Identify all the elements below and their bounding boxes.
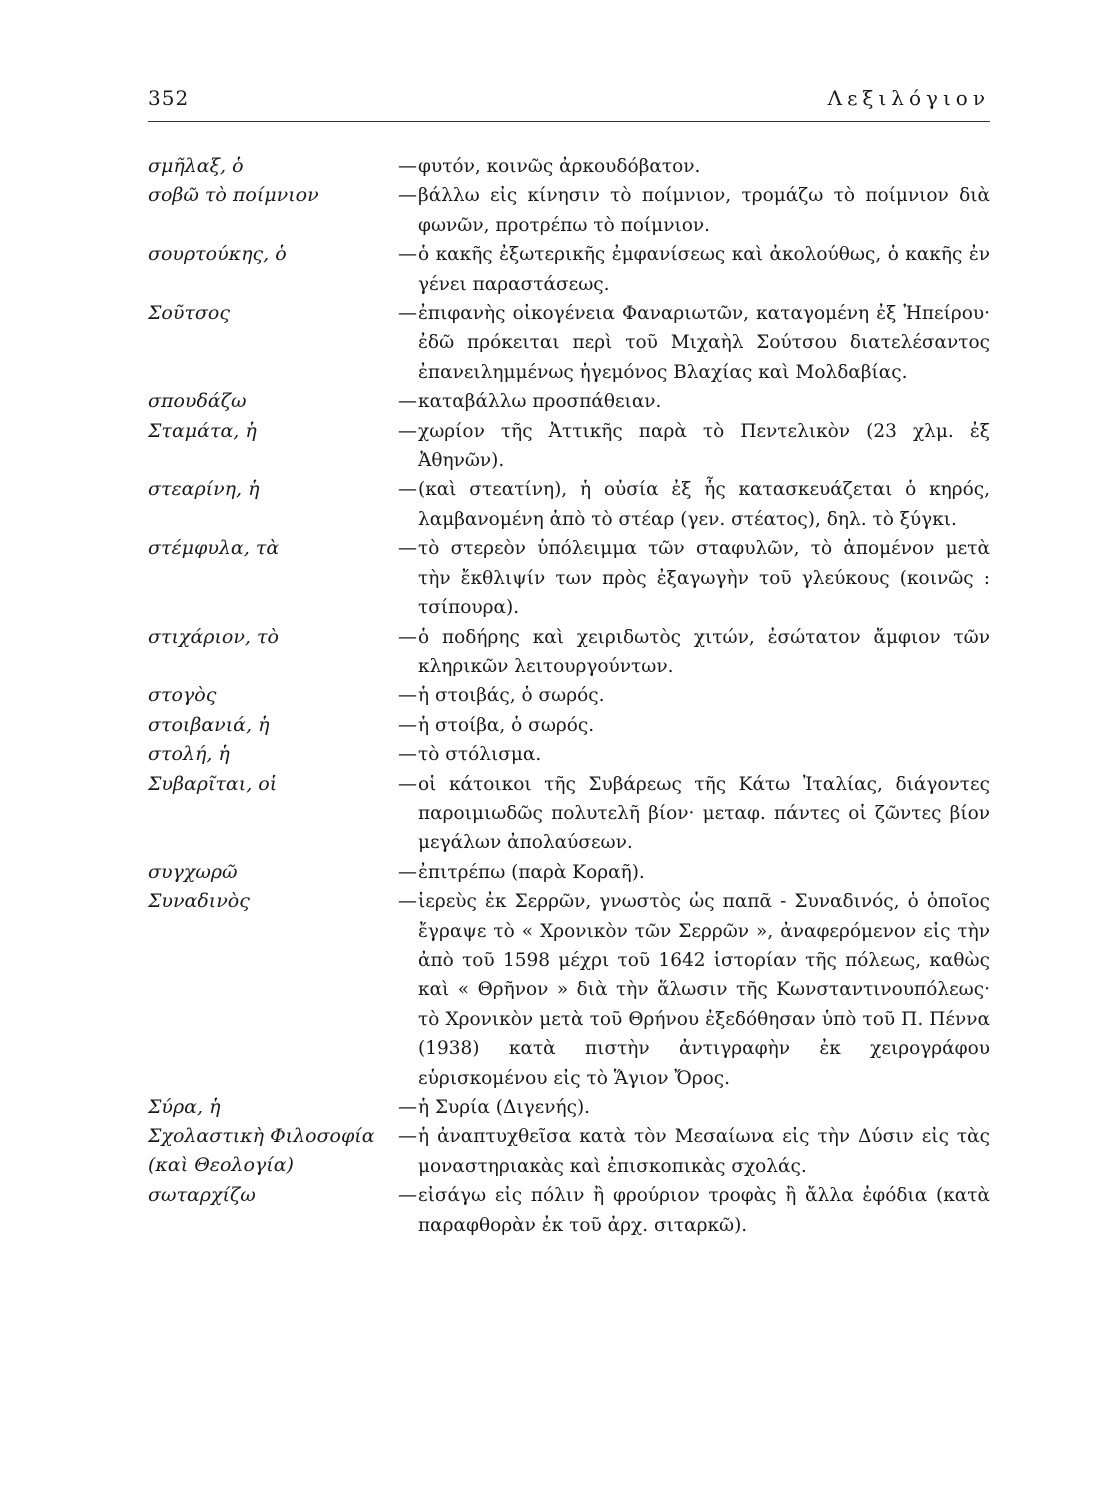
entry-term: στογὸς bbox=[148, 684, 217, 707]
entry-term: στεαρίνη, ἡ bbox=[148, 478, 260, 501]
glossary-entry bbox=[148, 240, 998, 299]
entry-term: σπουδάζω bbox=[148, 390, 247, 413]
running-title: Λεξιλόγιον bbox=[827, 86, 990, 110]
entry-definition: ἱερεὺς ἐκ Σερρῶν, γνωστὸς ὡς παπᾶ - Συναδινός, ὁ ὁποῖος ἔγραψε τὸ « Χρονικὸν τῶν Σερρῶν », ἀναφερόμενον εἰς τὴν ἀπὸ τοῦ 1598 μέχρι τοῦ 1642 ἱστορίαν τῆς πόλεως, καθὼς καὶ « Θρῆνον » διὰ τὴν ἅλωσιν τῆς Κωνσταντινουπόλεως· τὸ Χρονικὸν μετὰ τοῦ Θρήνου ἐξεδόθησαν ὑπὸ τοῦ Π. Πέννα (1938) κατὰ πιστὴν ἀντιγραφὴν ἐκ χειρογράφου εὑρισκομένου εἰς τὸ Ἅγιον Ὄρος. bbox=[418, 891, 990, 1089]
entry-definition: τὸ στερεὸν ὑπόλειμμα τῶν σταφυλῶν, τὸ ἀπομένον μετὰ τὴν ἔκθλιψίν των πρὸς ἐξαγωγὴν τοῦ γλεύκους (κοινῶς : τσίπουρα). bbox=[418, 538, 990, 619]
entry-definition: ἐπιφανὴς οἰκογένεια Φαναριωτῶν, καταγομένη ἐξ Ἠπείρου· ἐδῶ πρόκειται περὶ τοῦ Μιχαὴλ Σούτσου διατελέσαντος ἐπανειλημμένως ἡγεμόνος Βλαχίας καὶ Μολδαβίας. bbox=[418, 303, 990, 383]
glossary-entry bbox=[148, 534, 998, 622]
entry-dash: — bbox=[398, 1096, 417, 1118]
glossary-entry bbox=[148, 1093, 998, 1122]
entry-dash: — bbox=[398, 243, 417, 266]
entry-term: σωταρχίζω bbox=[148, 1184, 256, 1207]
entry-definition: ἡ Συρία (Διγενής). bbox=[418, 1097, 591, 1118]
entry-dash: — bbox=[398, 743, 417, 766]
entry-dash: — bbox=[398, 1125, 417, 1148]
entry-definition: βάλλω εἰς κίνησιν τὸ ποίμνιον, τρομάζω τὸ ποίμνιον διὰ φωνῶν, προτρέπω τὸ ποίμνιον. bbox=[418, 185, 990, 236]
entry-dash: — bbox=[398, 890, 417, 913]
entry-dash: — bbox=[398, 860, 417, 883]
glossary-entry bbox=[148, 770, 998, 858]
glossary-entry bbox=[148, 887, 998, 1093]
glossary-entry bbox=[148, 740, 998, 769]
entry-definition: ἡ στοιβάς, ὁ σωρός. bbox=[418, 685, 605, 707]
entry-dash: — bbox=[398, 478, 417, 501]
entry-term: σουρτούκης, ὁ bbox=[148, 243, 287, 266]
entry-dash: — bbox=[398, 419, 417, 442]
entry-dash: — bbox=[398, 155, 417, 177]
entry-term: Σοῦτσος bbox=[148, 302, 230, 325]
entry-definition: ἡ ἀναπτυχθεῖσα κατὰ τὸν Μεσαίωνα εἰς τὴν Δύσιν εἰς τὰς μοναστηριακὰς καὶ ἐπισκοπικὰς σχολάς. bbox=[418, 1126, 990, 1177]
page-header bbox=[148, 86, 990, 116]
entry-term: Σχολαστικὴ Φιλοσοφία (καὶ Θεολογία) bbox=[148, 1125, 375, 1177]
entry-definition: καταβάλλω προσπάθειαν. bbox=[418, 391, 662, 413]
entry-definition: ὁ κακῆς ἐξωτερικῆς ἐμφανίσεως καὶ ἀκολούθως, ὁ κακῆς ἐν γένει παραστάσεως. bbox=[418, 244, 990, 295]
glossary-entry bbox=[148, 299, 998, 387]
glossary-entry bbox=[148, 1181, 998, 1240]
glossary-entry bbox=[148, 858, 998, 887]
glossary-entry bbox=[148, 181, 998, 240]
entry-dash: — bbox=[398, 713, 417, 736]
entry-term: στολή, ἡ bbox=[148, 743, 230, 766]
entry-dash: — bbox=[398, 772, 417, 795]
glossary-entry bbox=[148, 475, 998, 534]
entry-term: στέμφυλα, τὰ bbox=[148, 537, 280, 560]
entry-definition: ἐπιτρέπω (παρὰ Κοραῆ). bbox=[418, 861, 645, 883]
entry-term: στιχάριον, τὸ bbox=[148, 625, 279, 648]
entry-definition: ἡ στοίβα, ὁ σωρός. bbox=[418, 714, 595, 736]
header-rule bbox=[148, 121, 990, 122]
entry-dash: — bbox=[398, 625, 417, 648]
glossary-entry bbox=[148, 417, 998, 476]
glossary-entry bbox=[148, 711, 998, 740]
entry-dash: — bbox=[398, 184, 417, 207]
entry-definition: (καὶ στεατίνη), ἡ οὐσία ἐξ ἧς κατασκευάζεται ὁ κηρός, λαμβανομένη ἀπὸ τὸ στέαρ (γεν. στέατος), δηλ. τὸ ξύγκι. bbox=[418, 479, 990, 530]
entry-term: σοβῶ τὸ ποίμνιον bbox=[148, 184, 319, 207]
glossary-entry bbox=[148, 1122, 998, 1181]
entry-term: σμῆλαξ, ὁ bbox=[148, 155, 244, 177]
entry-definition: χωρίον τῆς Ἀττικῆς παρὰ τὸ Πεντελικὸν (23 χλμ. ἐξ Ἀθηνῶν). bbox=[418, 420, 990, 472]
glossary-entry bbox=[148, 681, 998, 710]
entry-term: στοιβανιά, ἡ bbox=[148, 713, 270, 736]
entry-dash: — bbox=[398, 537, 417, 560]
entry-term: Συναδινὸς bbox=[148, 890, 250, 913]
entry-term: Συβαρῖται, οἱ bbox=[148, 772, 278, 795]
entry-definition: φυτόν, κοινῶς ἀρκουδόβατον. bbox=[418, 156, 701, 177]
entry-definition: ὁ ποδήρης καὶ χειριδωτὸς χιτών, ἐσώτατον ἄμφιον τῶν κληρικῶν λειτουργούντων. bbox=[418, 626, 990, 677]
entry-definition: τὸ στόλισμα. bbox=[418, 744, 542, 766]
entry-definition: οἱ κάτοικοι τῆς Συβάρεως τῆς Κάτω Ἰταλίας, διάγοντες παροιμιωδῶς πολυτελῆ βίον· μεταφ. πάντες οἱ ζῶντες βίον μεγάλων ἀπολαύσεων. bbox=[418, 773, 990, 854]
entry-term: Σταμάτα, ἡ bbox=[148, 419, 257, 442]
glossary-entry bbox=[148, 387, 998, 416]
glossary-entry bbox=[148, 152, 998, 181]
entry-dash: — bbox=[398, 302, 417, 325]
entry-definition: εἰσάγω εἰς πόλιν ἢ φρούριον τροφὰς ἢ ἄλλα ἐφόδια (κατὰ παραφθορὰν ἐκ τοῦ ἀρχ. σιταρκῶ). bbox=[418, 1185, 990, 1236]
entry-dash: — bbox=[398, 390, 417, 413]
page-number: 352 bbox=[148, 86, 190, 110]
entry-dash: — bbox=[398, 1184, 417, 1207]
entry-dash: — bbox=[398, 684, 417, 707]
glossary-entries bbox=[148, 152, 998, 1240]
entry-term: Σύρα, ἡ bbox=[148, 1096, 221, 1118]
entry-term: συγχωρῶ bbox=[148, 860, 238, 883]
glossary-entry bbox=[148, 623, 998, 682]
